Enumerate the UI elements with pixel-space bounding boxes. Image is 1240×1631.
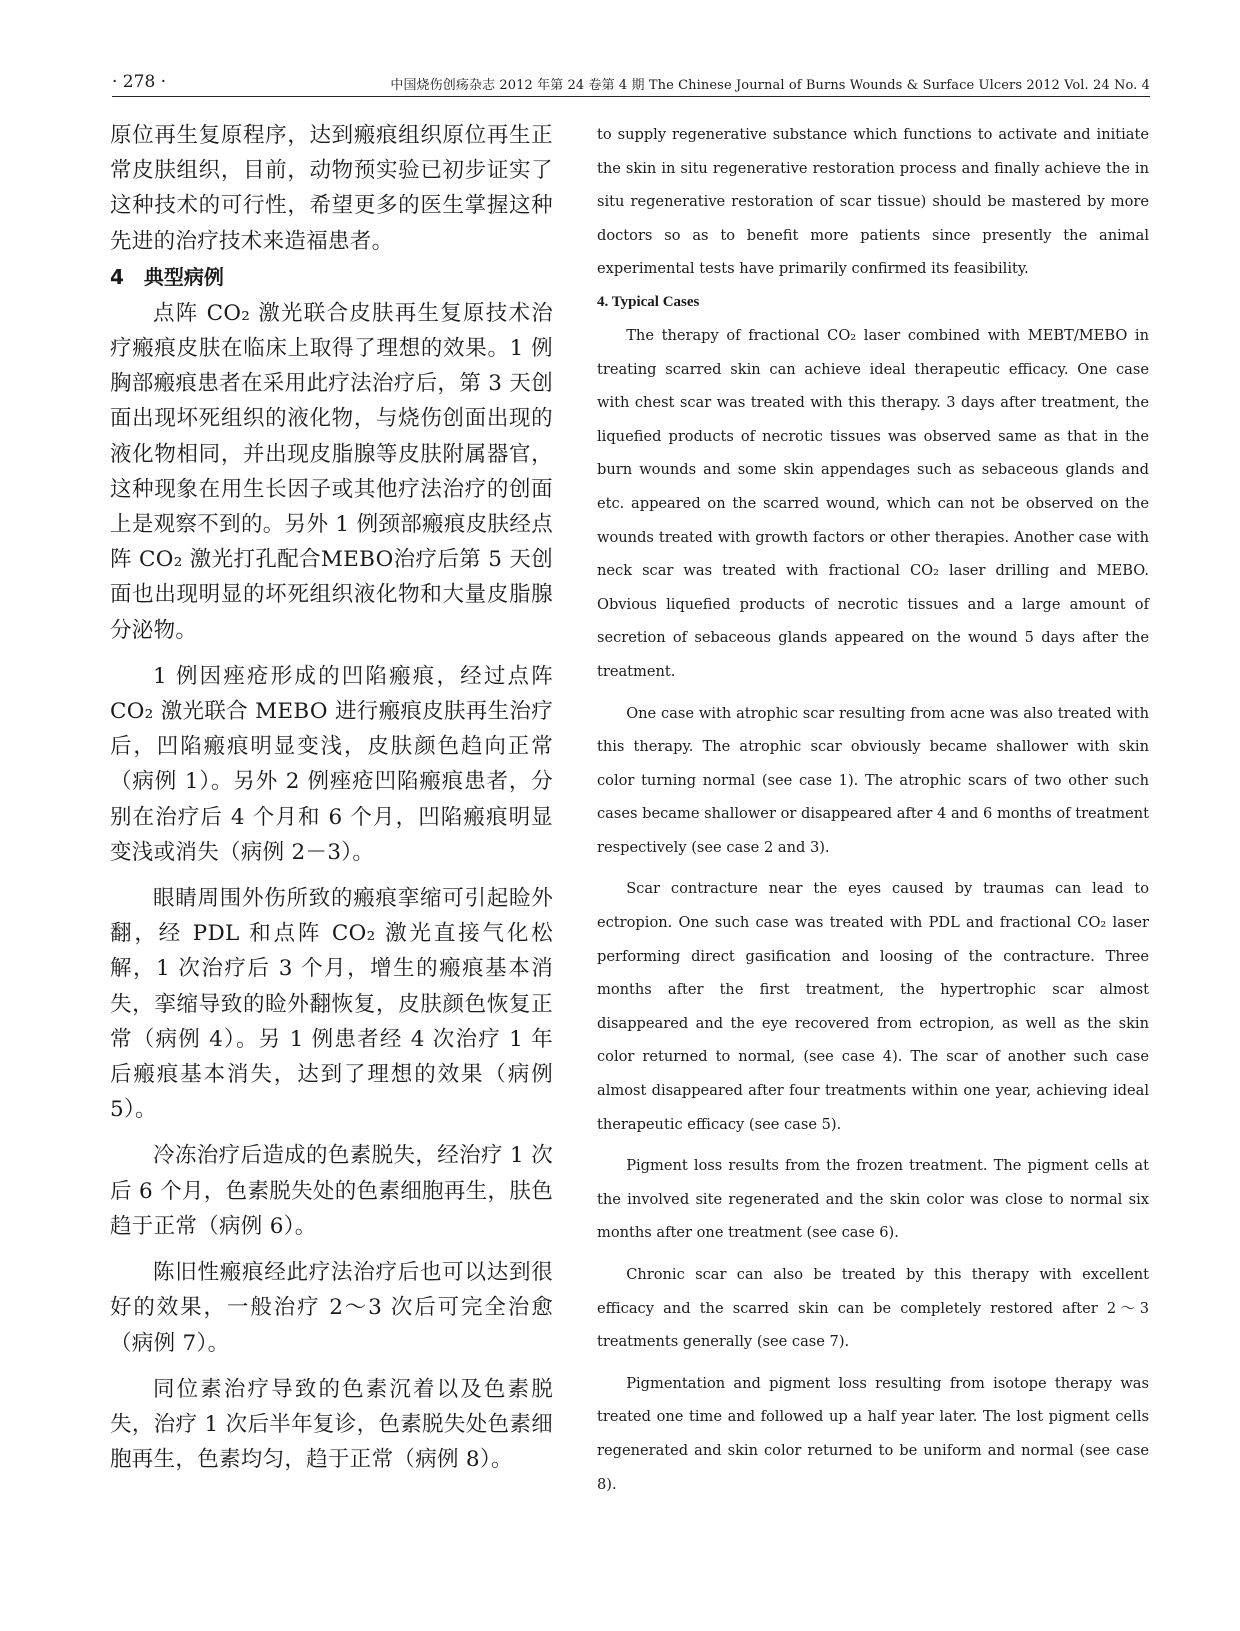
english-column	[597, 118, 1149, 1501]
en-section-heading: 4. Typical Cases	[597, 293, 700, 310]
en-paragraph-5: Chronic scar can also be treated by this therapy with excellent efficacy and the scarred skin can be completely restored after 2～3 treatments generally (see case 7).	[597, 1266, 1149, 1351]
en-paragraph-2: One case with atrophic scar resulting from acne was also treated with this therapy. The atrophic scar obviously became shallower with skin color turning normal (see case 1). The atrophic scars of two other such cases became shallower or disappeared after 4 and 6 months of treatment respectively (see case 2 and 3).	[597, 704, 1149, 856]
zh-paragraph-6: 同位素治疗导致的色素沉着以及色素脱失，治疗 1 次后半年复诊，色素脱失处色素细胞再生，色素均匀，趋于正常（病例 8）。	[110, 1376, 553, 1473]
en-paragraph-6: Pigmentation and pigment loss resulting from isotope therapy was treated one time and followed up a half year later. The lost pigment cells regenerated and skin color returned to be uniform and normal (see case 8).	[597, 1374, 1149, 1493]
journal-running-head: 中国烧伤创疡杂志 2012 年第 24 卷第 4 期 The Chinese Journal of Burns Wounds & Surface Ulcers 2012 Vol. 24 No. 4	[390, 78, 1150, 93]
zh-paragraph-3: 眼睛周围外伤所致的瘢痕挛缩可引起睑外翻，经 PDL 和点阵 CO₂ 激光直接气化松解，1 次治疗后 3 个月，增生的瘢痕基本消失，挛缩导致的睑外翻恢复，皮肤颜色恢复正常（病例 4）。另 1 例患者经 4 次治疗 1 年后瘢痕基本消失，达到了理想的效果（病例 5）。	[110, 886, 553, 1123]
running-header	[112, 68, 1150, 97]
en-paragraph-1: The therapy of fractional CO₂ laser combined with MEBT/MEBO in treating scarred skin can achieve ideal therapeutic efficacy. One case with chest scar was treated with this therapy. 3 days after treatment, the liquefied products of necrotic tissues was observed same as that in the burn wounds and some skin appendages such as sebaceous glands and etc. appeared on the scarred wound, which can not be observed on the wounds treated with growth factors or other therapies. Another case with neck scar was treated with fractional CO₂ laser drilling and MEBO. Obvious liquefied products of necrotic tissues and a large amount of secretion of sebaceous glands appeared on the wound 5 days after the treatment.	[597, 326, 1149, 680]
page-number: · 278 ·	[112, 72, 167, 92]
chinese-column	[110, 118, 553, 1477]
zh-paragraph-intro: 原位再生复原程序，达到瘢痕组织原位再生正常皮肤组织，目前，动物预实验已初步证实了这种技术的可行性，希望更多的医生掌握这种先进的治疗技术来造福患者。	[110, 123, 553, 254]
en-paragraph-4: Pigment loss results from the frozen treatment. The pigment cells at the involved site regenerated and the skin color was close to normal six months after one treatment (see case 6).	[597, 1157, 1149, 1242]
zh-paragraph-5: 陈旧性瘢痕经此疗法治疗后也可以达到很好的效果，一般治疗 2～3 次后可完全治愈（病例 7）。	[110, 1260, 553, 1356]
en-paragraph-intro: to supply regenerative substance which functions to activate and initiate the skin in situ regenerative restoration process and finally achieve the in situ regenerative restoration of scar tissue) should be mastered by more doctors so as to benefit more patients since presently the animal experimental tests have primarily confirmed its feasibility.	[597, 126, 1149, 278]
zh-paragraph-2: 1 例因痤疮形成的凹陷瘢痕，经过点阵 CO₂ 激光联合 MEBO 进行瘢痕皮肤再生治疗后，凹陷瘢痕明显变浅，皮肤颜色趋向正常（病例 1）。另外 2 例痤疮凹陷瘢痕患者，分别在治疗后 4 个月和 6 个月，凹陷瘢痕明显变浅或消失（病例 2－3）。	[110, 663, 553, 865]
zh-paragraph-1: 点阵 CO₂ 激光联合皮肤再生复原技术治疗瘢痕皮肤在临床上取得了理想的效果。1 例胸部瘢痕患者在采用此疗法治疗后，第 3 天创面出现坏死组织的液化物，与烧伤创面出现的液化物相同，并出现皮脂腺等皮肤附属器官，这种现象在用生长因子或其他疗法治疗的创面上是观察不到的。另外 1 例颈部瘢痕皮肤经点阵 CO₂ 激光打孔配合MEBO治疗后第 5 天创面也出现明显的坏死组织液化物和大量皮脂腺分泌物。	[110, 300, 553, 643]
zh-paragraph-4: 冷冻治疗后造成的色素脱失，经治疗 1 次后 6 个月，色素脱失处的色素细胞再生，肤色趋于正常（病例 6）。	[110, 1143, 553, 1239]
zh-section-heading: 4 典型病例	[110, 264, 224, 289]
en-paragraph-3: Scar contracture near the eyes caused by traumas can lead to ectropion. One such case was treated with PDL and fractional CO₂ laser performing direct gasification and loosing of the contracture. Three months after the first treatment, the hypertrophic scar almost disappeared and the eye recovered from ectropion, as well as the skin color returned to normal, (see case 4). The scar of another such case almost disappeared after four treatments within one year, achieving ideal therapeutic efficacy (see case 5).	[597, 880, 1149, 1133]
